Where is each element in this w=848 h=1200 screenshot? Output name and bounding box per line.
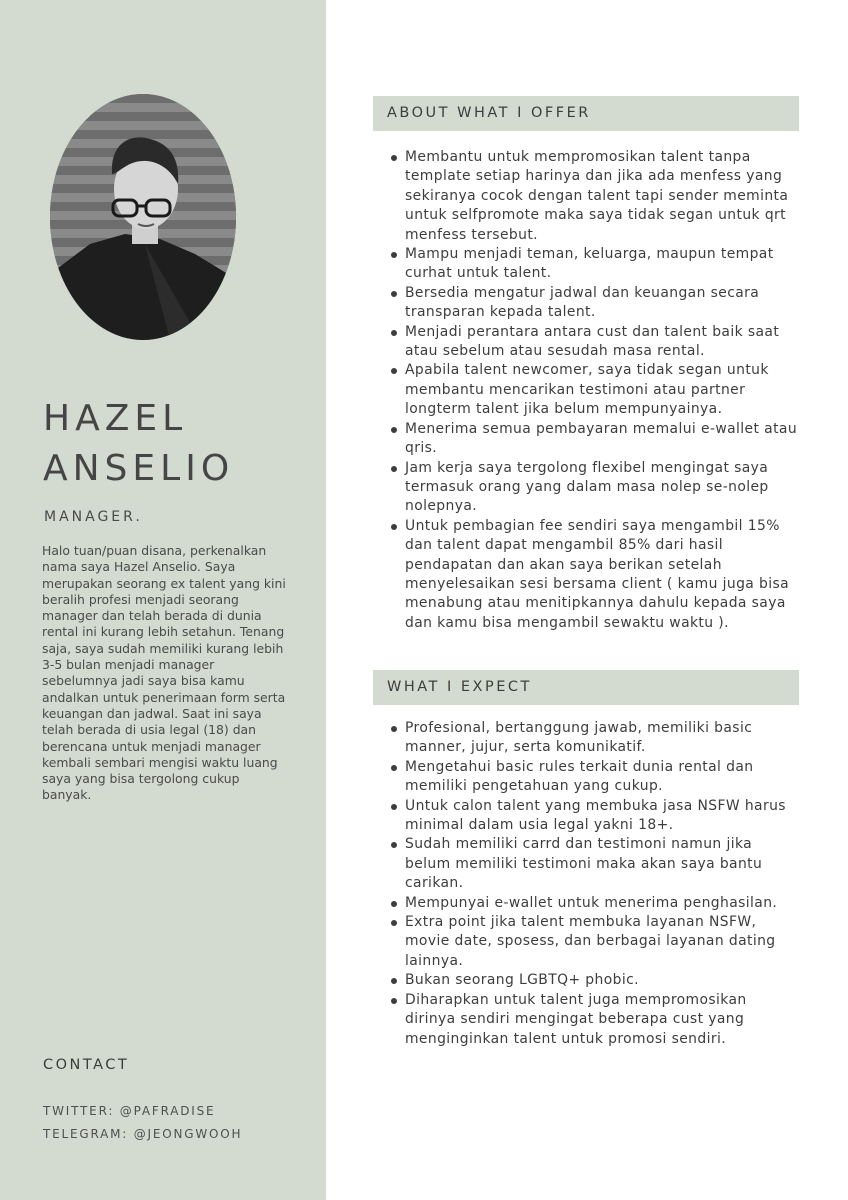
list-item: Sudah memiliki carrd dan testimoni namun jika belum memiliki testimoni maka akan saya bantu carikan. bbox=[387, 835, 799, 893]
list-item: Menjadi perantara antara cust dan talent baik saat atau sebelum atau sesudah masa rental. bbox=[387, 323, 799, 362]
expect-section-title: WHAT I EXPECT bbox=[387, 679, 532, 695]
expect-list bbox=[387, 719, 799, 1049]
contact-heading: CONTACT bbox=[43, 1057, 130, 1073]
name-first: HAZEL bbox=[43, 398, 188, 439]
list-item: Apabila talent newcomer, saya tidak segan untuk membantu mencarikan testimoni atau partner longterm talent jika belum mempunyainya. bbox=[387, 361, 799, 419]
sidebar-panel bbox=[0, 0, 326, 1200]
list-item: Menerima semua pembayaran memalui e-wallet atau qris. bbox=[387, 420, 799, 459]
list-item: Jam kerja saya tergolong flexibel mengingat saya termasuk orang yang dalam masa nolep se-nolep nolepnya. bbox=[387, 459, 799, 517]
list-item: Extra point jika talent membuka layanan NSFW, movie date, sposess, dan berbagai layanan dating lainnya. bbox=[387, 913, 799, 971]
expect-section-header bbox=[373, 670, 799, 705]
list-item: Diharapkan untuk talent juga mempromosikan dirinya sendiri mengingat beberapa cust yang menginginkan talent untuk promosi sendiri. bbox=[387, 991, 799, 1049]
offer-section-title: ABOUT WHAT I OFFER bbox=[387, 105, 591, 121]
list-item: Mengetahui basic rules terkait dunia rental dan memiliki pengetahuan yang cukup. bbox=[387, 758, 799, 797]
list-item: Untuk calon talent yang membuka jasa NSFW harus minimal dalam usia legal yakni 18+. bbox=[387, 797, 799, 836]
offer-section-header bbox=[373, 96, 799, 131]
contact-telegram: TELEGRAM: @JEONGWOOH bbox=[43, 1127, 243, 1141]
list-item: Untuk pembagian fee sendiri saya mengambil 15% dan talent dapat mengambil 85% dari hasil pendapatan dan akan saya berikan setelah menyelesaikan sesi bersama client ( kamu juga bisa menabung atau menitipkannya dahulu kepada saya dan kamu bisa mengambil sewaktu waktu ). bbox=[387, 517, 799, 633]
list-item: Profesional, bertanggung jawab, memiliki basic manner, jujur, serta komunikatif. bbox=[387, 719, 799, 758]
list-item: Bukan seorang LGBTQ+ phobic. bbox=[387, 971, 799, 990]
profile-role: MANAGER. bbox=[44, 509, 143, 525]
profile-name bbox=[43, 394, 313, 494]
contact-twitter: TWITTER: @PAFRADISE bbox=[43, 1104, 216, 1118]
list-item: Mempunyai e-wallet untuk menerima penghasilan. bbox=[387, 894, 799, 913]
offer-list bbox=[387, 148, 799, 633]
profile-bio: Halo tuan/puan disana, perkenalkan nama saya Hazel Anselio. Saya merupakan seorang ex talent yang kini beralih profesi menjadi seorang manager dan telah berada di dunia rental ini kurang lebih setahun. Tenang saja, saya sudah memiliki kurang lebih 3-5 bulan menjadi manager sebelumnya jadi saya bisa kamu andalkan untuk penerimaan form serta keuangan dan jadwal. Saat ini saya telah berada di usia legal (18) dan berencana untuk menjadi manager kembali sembari mengisi waktu luang saya yang bisa tergolong cukup banyak. bbox=[42, 543, 286, 803]
list-item: Mampu menjadi teman, keluarga, maupun tempat curhat untuk talent. bbox=[387, 245, 799, 284]
portrait-image bbox=[50, 94, 236, 340]
name-last: ANSELIO bbox=[43, 448, 235, 489]
list-item: Bersedia mengatur jadwal dan keuangan secara transparan kepada talent. bbox=[387, 284, 799, 323]
profile-photo bbox=[50, 94, 236, 340]
list-item: Membantu untuk mempromosikan talent tanpa template setiap harinya dan jika ada menfess yang sekiranya cocok dengan talent tapi sender meminta untuk selfpromote maka saya tidak segan untuk qrt menfess tersebut. bbox=[387, 148, 799, 245]
